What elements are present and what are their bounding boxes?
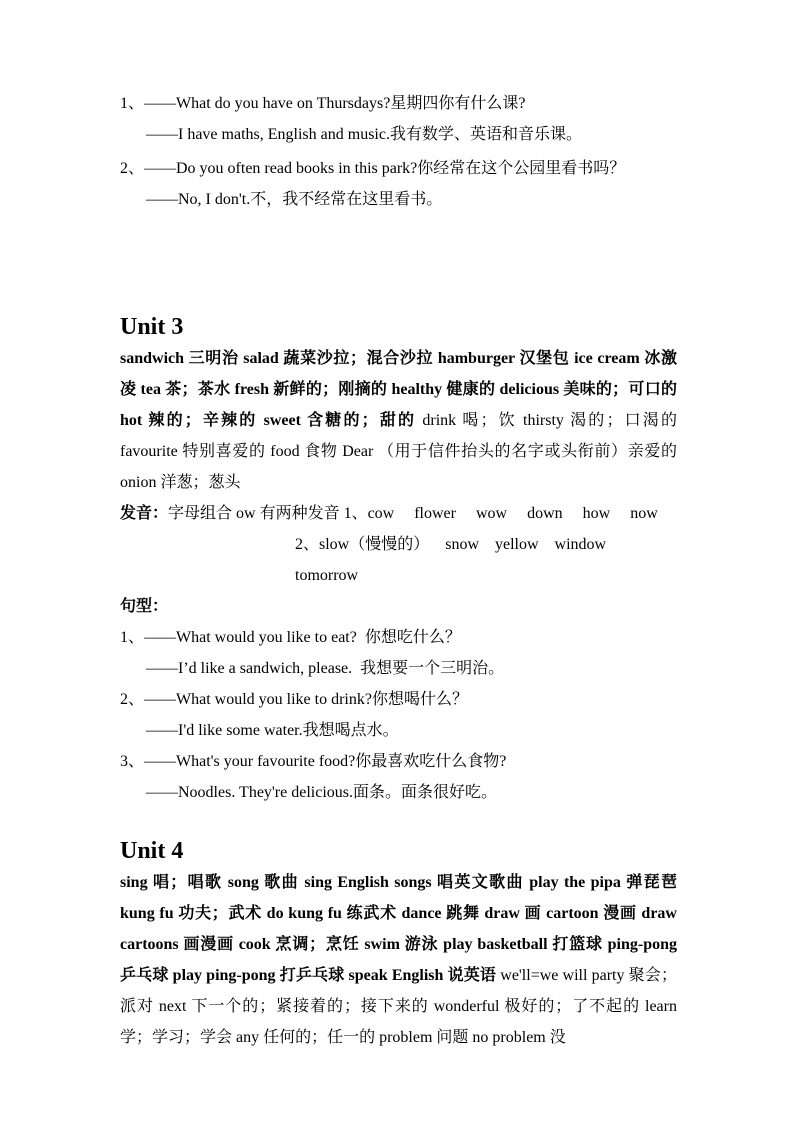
text-run: drink 喝；饮 thirsty 渴的；口渴的 favourite 特别喜爱的 food 食物 Dear （用于信件抬头的名字或头衔前）亲爱的 onion 洋葱；葱头 xyxy=(120,412,677,491)
unit3-pronunciation-line1 xyxy=(120,498,677,529)
unit3-patterns-label: 句型： xyxy=(120,598,169,615)
text-run: sandwich 三明治 salad 蔬菜沙拉；混合沙拉 hamburger 汉堡包 ice cream 冰激凌 tea 茶；茶水 fresh 新鲜的；刚摘的 healthy 健康的 delicious 美味的；可口的 hot 辣的；辛辣的 sweet 含糖的；甜的 xyxy=(120,350,677,429)
pattern-answer: ——Noodles. They're delicious.面条。面条很好吃。 xyxy=(146,784,497,801)
review-dialogs-section xyxy=(120,88,677,215)
dialog-question: 2、——Do you often read books in this park?你经常在这个公园里看书吗？ xyxy=(120,160,626,177)
pattern-question: 3、——What's your favourite food?你最喜欢吃什么食物? xyxy=(120,753,507,770)
text-run: we'll=we will party 聚会；派对 next 下一个的；紧接着的；接下来的 wonderful 极好的；了不起的 learn 学；学习；学会 any 任何的；任一的 problem 问题 no problem 没 xyxy=(120,967,677,1046)
dialog-answer: ——No, I don't.不，我不经常在这里看书。 xyxy=(146,191,443,208)
unit3-title: Unit 3 xyxy=(120,314,184,340)
unit4-vocabulary xyxy=(120,867,677,1053)
pattern-question: 2、——What would you like to drink?你想喝什么？ xyxy=(120,691,468,708)
unit3-pronunciation-line2: 2、slow（慢慢的） snow yellow window tomorrow xyxy=(295,536,623,584)
unit4-title: Unit 4 xyxy=(120,838,184,864)
text-run: 字母组合 ow 有两种发音 1、cow flower wow down how now xyxy=(168,505,658,522)
unit3-vocabulary xyxy=(120,343,677,498)
dialog-answer: ——I have maths, English and music.我有数学、英语和音乐课。 xyxy=(146,126,582,143)
unit4-section xyxy=(120,836,677,1053)
text-run: 发音： xyxy=(120,505,169,522)
pattern-answer: ——I’d like a sandwich, please. 我想要一个三明治。 xyxy=(146,660,505,677)
pattern-answer: ——I'd like some water.我想喝点水。 xyxy=(146,722,399,739)
text-run: sing 唱；唱歌 song 歌曲 sing English songs 唱英文歌曲 play the pipa 弹琵琶 kung fu 功夫；武术 do kung fu 练武术 dance 跳舞 draw 画 cartoon 漫画 draw cartoons 画漫画 cook 烹调；烹饪 swim 游泳 play basketball 打篮球 ping-pong 乒乓球 play ping-pong 打乒乓球 speak English 说英语 xyxy=(120,874,677,984)
unit3-section xyxy=(120,312,677,808)
pattern-question: 1、——What would you like to eat? 你想吃什么？ xyxy=(120,629,461,646)
dialog-question: 1、——What do you have on Thursdays?星期四你有什么课? xyxy=(120,95,526,112)
